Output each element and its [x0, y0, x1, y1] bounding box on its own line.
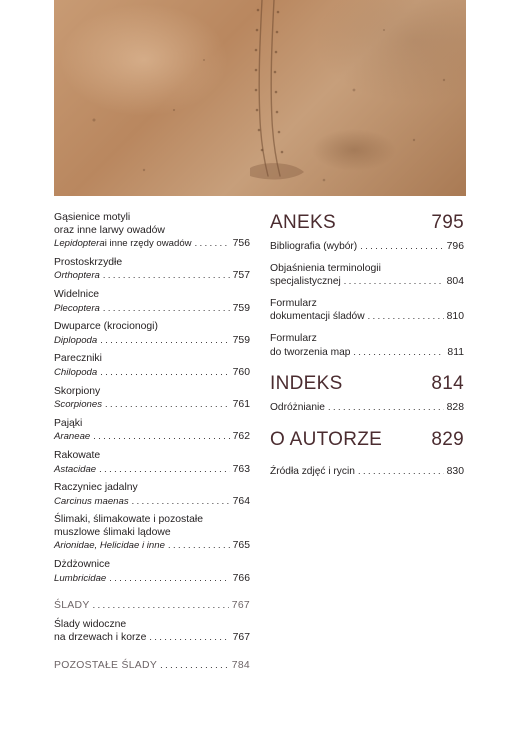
- toc-entry-lepidoptera[interactable]: [54, 212, 250, 251]
- toc-section-indeks[interactable]: [270, 373, 464, 395]
- entry-title: oraz inne larwy owadów: [54, 224, 165, 236]
- entry-title: Formularz: [270, 332, 317, 344]
- entry-line: [54, 631, 250, 645]
- entry-latin: Lumbricidae: [54, 572, 107, 584]
- dot-leader: [344, 275, 444, 288]
- entry-title: na drzewach i korze: [54, 632, 147, 644]
- dot-leader: [103, 302, 230, 315]
- entry-line: [54, 463, 250, 477]
- dot-leader: [93, 599, 229, 612]
- entry-latin: Lepidoptera: [54, 238, 105, 250]
- entry-page: 763: [232, 463, 250, 475]
- entry-line: [54, 366, 250, 380]
- section-line: [54, 659, 250, 673]
- entry-line: [54, 495, 250, 509]
- dot-leader: [109, 572, 229, 585]
- dot-leader: [353, 346, 444, 359]
- entry-title: Widelnice: [54, 288, 100, 300]
- toc-entry-objasnienia[interactable]: [270, 263, 464, 289]
- entry-latin: Carcinus maenas: [54, 495, 129, 507]
- toc-entry-formularz-map[interactable]: [270, 333, 464, 359]
- section-title: O AUTORZE: [270, 428, 383, 450]
- toc-left-column: [54, 212, 250, 673]
- entry-page: 764: [232, 495, 250, 507]
- dot-leader: [368, 310, 444, 323]
- entry-page: 759: [232, 334, 250, 346]
- dot-leader: [99, 463, 230, 476]
- entry-line: [54, 430, 250, 444]
- entry-page: 761: [232, 399, 250, 411]
- entry-title: Pareczniki: [54, 353, 102, 365]
- dot-leader: [168, 539, 230, 552]
- entry-line: [54, 302, 250, 316]
- toc-entry-orthoptera[interactable]: [54, 257, 250, 283]
- entry-title: Bibliografia (wybór): [270, 241, 358, 252]
- toc-entry-araneae[interactable]: [54, 418, 250, 444]
- entry-page: 828: [446, 402, 464, 414]
- dot-leader: [358, 465, 444, 478]
- entry-page: 810: [446, 311, 464, 323]
- entry-page: 760: [232, 366, 250, 378]
- entry-line: [54, 237, 250, 251]
- entry-line: [54, 539, 250, 553]
- section-page: 784: [231, 660, 250, 672]
- entry-page: 766: [232, 572, 250, 584]
- entry-line: [270, 275, 464, 289]
- toc-entry-astacidae[interactable]: [54, 450, 250, 476]
- entry-line: [270, 346, 464, 360]
- toc-entry-slimaki[interactable]: [54, 514, 250, 553]
- toc-section-slady[interactable]: [54, 599, 250, 613]
- toc-right-column: [270, 212, 464, 487]
- entry-line: [54, 572, 250, 586]
- dot-leader: [328, 401, 444, 414]
- section-title: ANEKS: [270, 212, 336, 233]
- entry-title: Ślimaki, ślimakowate i pozostałe: [54, 514, 203, 526]
- entry-page: 765: [232, 540, 250, 552]
- insect-track-illustration: [54, 0, 466, 196]
- entry-page: 767: [232, 632, 250, 644]
- entry-page: 759: [232, 302, 250, 314]
- entry-title: Skorpiony: [54, 385, 101, 397]
- dot-leader: [100, 334, 229, 347]
- entry-title: Gąsienice motyli: [54, 212, 131, 223]
- dot-leader: [132, 495, 230, 508]
- entry-title: Odróżnianie: [270, 402, 325, 414]
- entry-line: [54, 269, 250, 283]
- entry-title: Pająki: [54, 417, 83, 429]
- entry-title: Prostoskrzydłe: [54, 256, 123, 268]
- toc-entry-plecoptera[interactable]: [54, 289, 250, 315]
- dot-leader: [93, 430, 229, 443]
- toc-entry-lumbricidae[interactable]: [54, 559, 250, 585]
- entry-line: [54, 334, 250, 348]
- entry-title: Raczyniec jadalny: [54, 482, 138, 494]
- entry-title: Ślady widoczne: [54, 618, 127, 630]
- section-title: INDEKS: [270, 373, 343, 395]
- dot-leader: [195, 237, 230, 250]
- entry-page: 757: [232, 270, 250, 282]
- toc-entry-odroznianie[interactable]: [270, 401, 464, 415]
- entry-title: muszlowe ślimaki lądowe: [54, 526, 171, 538]
- entry-page: 756: [232, 238, 250, 250]
- entry-page: 811: [447, 346, 464, 358]
- dot-leader: [160, 659, 229, 672]
- toc-entry-drzewa[interactable]: [54, 619, 250, 645]
- entry-latin: Astacidae: [54, 463, 97, 475]
- section-title: ŚLADY: [54, 600, 90, 612]
- entry-title: specjalistycznej: [270, 276, 341, 288]
- entry-latin: Plecoptera: [54, 302, 100, 314]
- entry-latin-extra: i inne rzędy owadów: [104, 238, 192, 250]
- entry-line: [54, 398, 250, 412]
- entry-latin: Orthoptera: [54, 270, 100, 282]
- entry-line: [270, 401, 464, 415]
- toc-entry-carcinus[interactable]: [54, 482, 250, 508]
- toc-entry-scorpiones[interactable]: [54, 386, 250, 412]
- toc-entry-bibliografia[interactable]: [270, 240, 464, 254]
- entry-latin: Araneae: [54, 431, 91, 443]
- toc-entry-zrodla[interactable]: [270, 465, 464, 479]
- section-page: 795: [431, 212, 464, 233]
- toc-section-autor[interactable]: [270, 429, 464, 451]
- entry-line: [270, 310, 464, 324]
- entry-title: Źródła zdjęć i rycin: [270, 465, 355, 477]
- section-title: POZOSTAŁE ŚLADY: [54, 660, 158, 672]
- entry-line: [270, 465, 464, 479]
- toc-entry-chilopoda[interactable]: [54, 353, 250, 379]
- entry-page: 796: [446, 241, 464, 252]
- section-page: 829: [431, 428, 464, 450]
- entry-latin: Diplopoda: [54, 334, 98, 346]
- dot-leader: [360, 240, 443, 253]
- entry-page: 804: [446, 276, 464, 288]
- entry-line: [270, 240, 464, 254]
- entry-page: 830: [446, 465, 464, 477]
- entry-latin: Arionidae, Helicidae i inne: [54, 540, 165, 552]
- dot-leader: [105, 398, 230, 411]
- entry-title: do tworzenia map: [270, 346, 351, 358]
- section-page: 767: [231, 600, 250, 612]
- entry-title: Objaśnienia terminologii: [270, 262, 381, 274]
- entry-title: Rakowate: [54, 449, 101, 461]
- toc-section-aneks[interactable]: [270, 212, 464, 234]
- entry-title: Dżdżownice: [54, 559, 111, 571]
- dot-leader: [103, 269, 230, 282]
- toc-entry-diplopoda[interactable]: [54, 321, 250, 347]
- dot-leader: [149, 631, 229, 644]
- section-page: 814: [431, 373, 464, 395]
- toc-entry-formularz-sladow[interactable]: [270, 298, 464, 324]
- entry-title: Formularz: [270, 297, 317, 309]
- entry-latin: Chilopoda: [54, 366, 98, 378]
- sand-track-photo: [54, 0, 466, 196]
- entry-title: dokumentacji śladów: [270, 311, 365, 323]
- section-line: [54, 599, 250, 613]
- dot-leader: [100, 366, 229, 379]
- entry-latin: Scorpiones: [54, 399, 102, 411]
- entry-page: 762: [232, 431, 250, 443]
- toc-section-pozostale[interactable]: [54, 659, 250, 673]
- entry-title: Dwuparce (krocionogi): [54, 321, 158, 333]
